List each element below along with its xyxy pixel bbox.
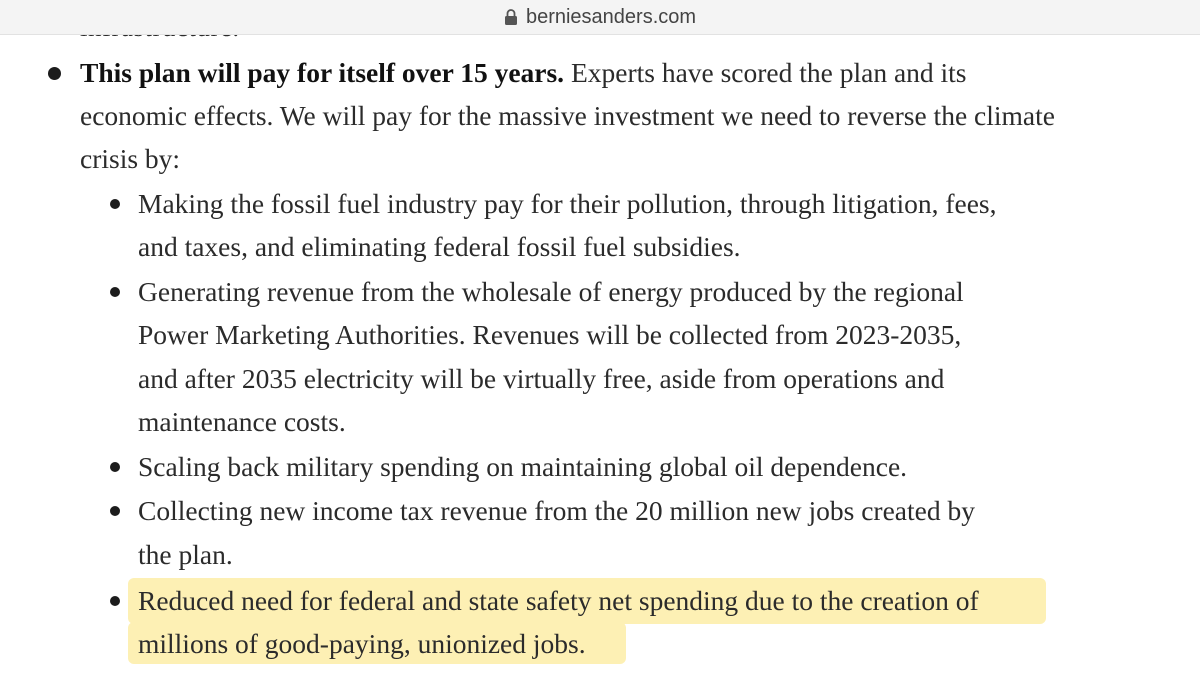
bullet-dot bbox=[110, 462, 120, 472]
sub-bullet-5-line-1: Reduced need for federal and state safety net spending due to the creation of bbox=[138, 585, 979, 616]
sub-bullet-2-line-1: Generating revenue from the wholesale of energy produced by the regional bbox=[138, 276, 964, 307]
bullet-dot bbox=[110, 596, 120, 606]
main-bullet-line-3: crisis by: bbox=[80, 143, 181, 174]
url-text[interactable]: berniesanders.com bbox=[525, 5, 697, 28]
main-bullet-bold: This plan will pay for itself over 15 years. bbox=[80, 57, 565, 88]
sub-bullet-2-line-2: Power Marketing Authorities. Revenues will be collected from 2023-2035, bbox=[138, 319, 962, 350]
bullet-dot bbox=[48, 67, 61, 80]
sub-bullet-4-line-2: the plan. bbox=[138, 539, 233, 570]
main-bullet-text: Experts have scored the plan and its bbox=[570, 57, 967, 88]
bullet-dot bbox=[110, 287, 120, 297]
bullet-dot bbox=[110, 506, 120, 516]
lock-icon bbox=[504, 8, 518, 26]
address-bar[interactable] bbox=[0, 0, 1200, 35]
sub-bullet-1-line-2: and taxes, and eliminating federal fossil fuel subsidies. bbox=[138, 231, 741, 262]
main-bullet-line-2: economic effects. We will pay for the massive investment we need to reverse the climate bbox=[80, 100, 1055, 131]
sub-bullet-4-line-1: Collecting new income tax revenue from the 20 million new jobs created by bbox=[138, 495, 975, 526]
sub-bullet-1-line-1: Making the fossil fuel industry pay for their pollution, through litigation, fees, bbox=[138, 188, 997, 219]
sub-bullet-2-line-4: maintenance costs. bbox=[138, 406, 346, 437]
sub-bullet-2-line-3: and after 2035 electricity will be virtually free, aside from operations and bbox=[138, 363, 945, 394]
sub-bullet-3-line-1: Scaling back military spending on maintaining global oil dependence. bbox=[138, 451, 908, 482]
main-bullet-line-1 bbox=[80, 51, 967, 95]
sub-bullet-5-line-2: millions of good-paying, unionized jobs. bbox=[138, 628, 586, 659]
bullet-dot bbox=[110, 199, 120, 209]
